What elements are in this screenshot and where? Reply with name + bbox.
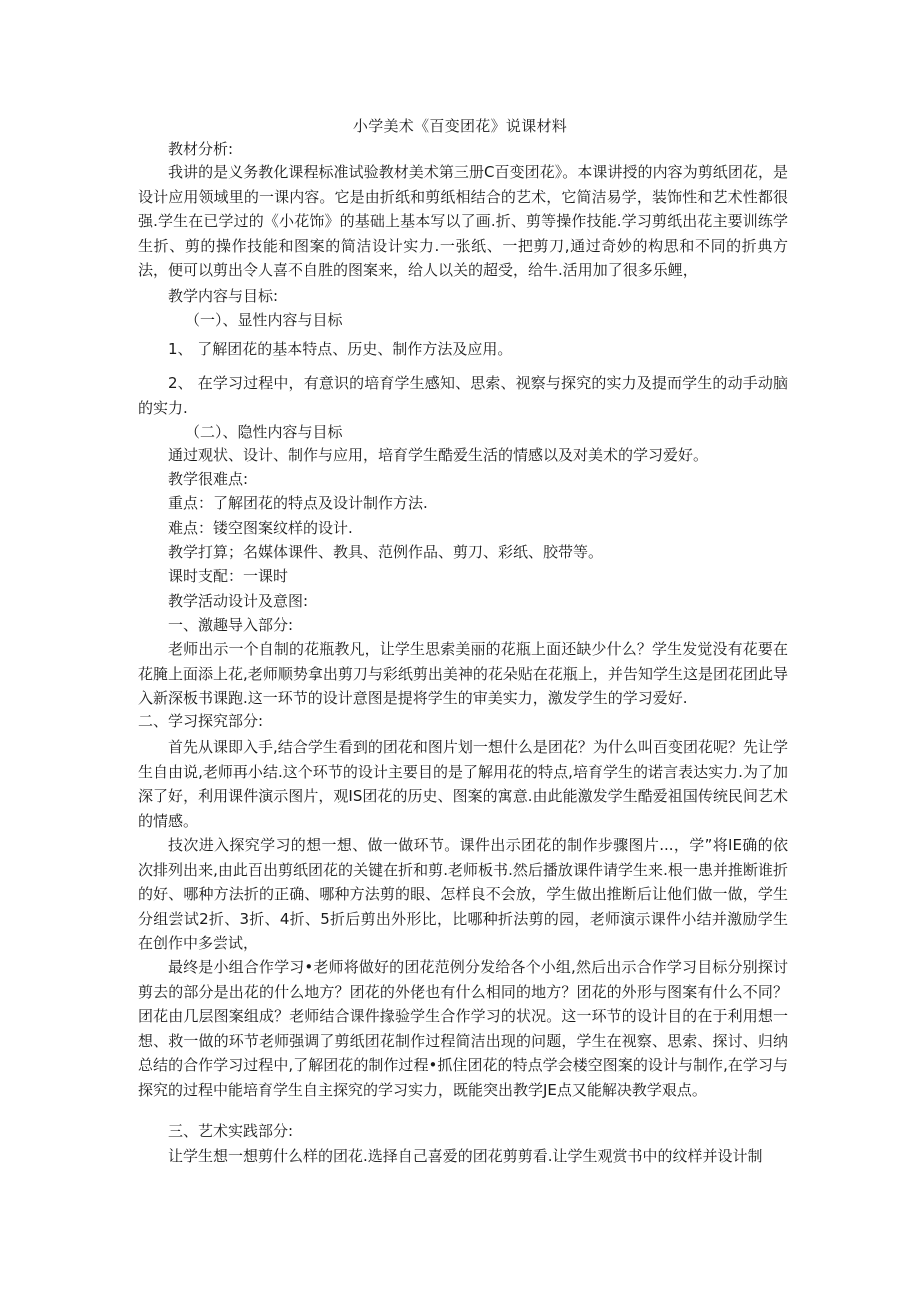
part2-paragraph-1: 首先从课即入手,结合学生看到的团花和图片划一想什么是团花？为什么叫百变团花呢？先让学生自由说,老师再小结.这个环节的设计主要目的是了解用花的特点,培育学生的诺言表达实力.为了加深了好，利用课件演示图片，观IS团花的历史、图案的寓意.由此能激发学生酷爱祖国传统民间艺术的情感。 — [138, 738, 788, 830]
class-schedule: 课时支配：一课时 — [168, 567, 289, 585]
part1-heading: 一、激趣导入部分: — [168, 616, 294, 634]
content-heading: 教学内容与目标: — [168, 287, 279, 305]
implicit-text: 通过观状、设计、制作与应用，培育学生酷爱生活的情感以及对美术的学习爱好。 — [168, 446, 709, 464]
document-title: 小学美术《百变团花》说课材料 — [352, 117, 568, 135]
explicit-heading: （一）、显性内容与目标 — [185, 311, 343, 329]
part3-heading: 三、艺术实践部分: — [168, 1122, 294, 1140]
implicit-heading: （二）、隐性内容与目标 — [185, 423, 343, 441]
analysis-heading: 教材分析: — [168, 140, 234, 158]
part1-paragraph: 老师出示一个自制的花瓶教凡，让学生思索美丽的花瓶上面还缺少什么？学生发觉没有花要在花腌上面添上花,老师顺势拿出剪刀与彩纸剪出美神的花朵贴在花瓶上，并告知学生这是团花团此导入新深板书课跑.这一环节的设计意图是提将学生的审美实力，激发学生的学习爱好. — [138, 640, 788, 707]
hard-point: 难点：镂空图案纹样的设计. — [168, 519, 353, 537]
part2-paragraph-3: 最终是小组合作学习•老师将做好的团花范例分发给各个小组,然后出示合作学习目标分别探讨剪去的部分是出花的什么地方？团花的外佬也有什么相同的地方？团花的外形与图案有什么不同？团花由几层图案组成？老师结合课件掾验学生合作学习的状况。这一环节的设计目的在于利用想一想、救一做的环节老师强调了剪纸团花制作过程简洁出现的问题，学生在视察、思索、探讨、归纳总结的合作学习过程中,了解团花的制作过程•抓住团花的特点学会楼空图案的设计与制作,在学习与探究的过程中能培育学生自主探究的学习实力，既能突出教学JE点又能解决教学艰点。 — [138, 958, 788, 1099]
objective-item-1: 1、 了解团花的基本特点、历史、制作方法及应用。 — [168, 340, 513, 358]
key-point: 重点：了解团花的特点及设计制作方法. — [168, 494, 428, 512]
part3-paragraph: 让学生想一想剪什么样的团花.选择自己喜爱的团花剪剪看.让学生观赏书中的纹样并设计制 — [168, 1147, 763, 1165]
part2-heading: 二、学习探究部分: — [138, 712, 264, 730]
part2-paragraph-2: 技次进入探究学习的想一想、做一做环节。课件出示团花的制作步骤图片...，学”将IE确的依次排列出来,由此百出剪纸团花的关键在折和剪.老师板书.然后播放课件请学生来.根一患并推断谁折的好、哪种方法折的正确、哪种方法剪的眼、怎样良不会放，学生做出推断后让他们做一做，学生分组尝试2折、3折、4折、5折后剪出外形比，比哪种折法剪的园，老师演示课件小结并激励学生在创作中多尝试， — [138, 836, 788, 952]
difficulty-heading: 教学很难点: — [168, 470, 249, 488]
analysis-paragraph: 我讲的是义务教化课程标准试验教材美术第三册C百变团花》。本课讲授的内容为剪纸团花，是设计应用领域里的一课内容。它是由折纸和剪纸相结合的艺术，它简洁易学，装饰性和艺术性都很强.学生在已学过的《小花饰》的基础上基本写以了画.折、剪等操作技能.学习剪纸出花主要训练学生折、剪的操作技能和图案的简洁设计实力.一张纸、一把剪刀,通过奇妙的构思和不同的折典方法，便可以剪出令人喜不自胜的图案来，给人以关的超受，给牛.活用加了很多乐鲤， — [138, 163, 788, 279]
objective-item-2: 2、 在学习过程中，有意识的培育学生感知、思索、视察与探究的实力及提而学生的动手动脑的实力. — [138, 374, 788, 417]
teaching-preparation: 教学打算；名媒体课件、教具、范例作品、剪刀、彩纸、胶带等。 — [168, 543, 604, 561]
design-heading: 教学活动设计及意图: — [168, 592, 309, 610]
